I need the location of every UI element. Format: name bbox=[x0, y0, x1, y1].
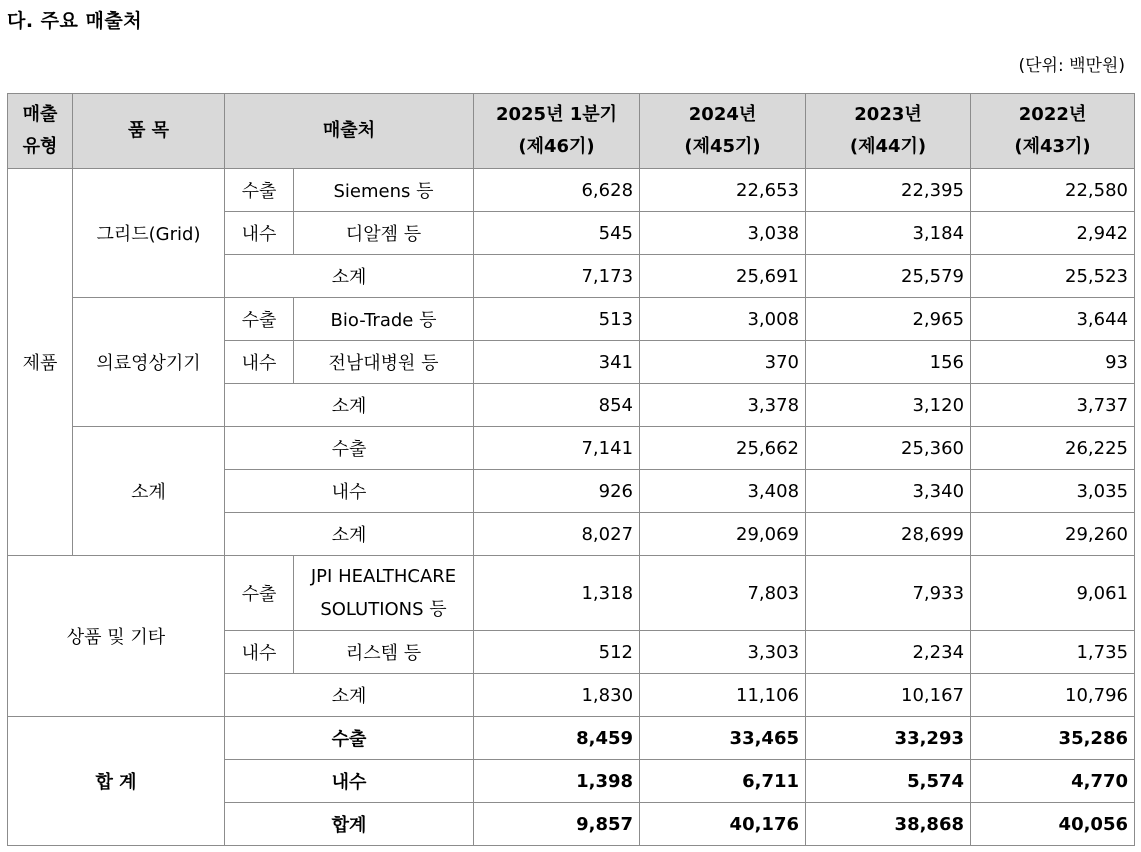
sales-type-products: 제품 bbox=[8, 169, 73, 556]
value-cell: 3,644 bbox=[971, 298, 1135, 341]
value-cell: 28,699 bbox=[806, 513, 971, 556]
sales-type-goods: 상품 및 기타 bbox=[8, 556, 225, 717]
value-cell: 25,523 bbox=[971, 255, 1135, 298]
kind-cell: 수출 bbox=[225, 298, 294, 341]
value-cell: 93 bbox=[971, 341, 1135, 384]
header-period-2022: 2022년 (제43기) bbox=[971, 94, 1135, 169]
table-row bbox=[8, 556, 1135, 631]
header-period-2023: 2023년 (제44기) bbox=[806, 94, 971, 169]
table-row bbox=[8, 298, 1135, 341]
customer-cell: 리스템 등 bbox=[294, 631, 474, 674]
header-customer: 매출처 bbox=[225, 94, 474, 169]
value-cell: 2,942 bbox=[971, 212, 1135, 255]
kind-cell: 내수 bbox=[225, 341, 294, 384]
item-products-subtotal: 소계 bbox=[73, 427, 225, 556]
value-cell: 25,360 bbox=[806, 427, 971, 470]
value-cell: 7,933 bbox=[806, 556, 971, 631]
total-label: 합 계 bbox=[8, 717, 225, 846]
value-cell: 3,035 bbox=[971, 470, 1135, 513]
customer-cell: Bio-Trade 등 bbox=[294, 298, 474, 341]
value-cell: 26,225 bbox=[971, 427, 1135, 470]
table-row bbox=[8, 717, 1135, 760]
value-cell: 854 bbox=[474, 384, 640, 427]
kind-label: 내수 bbox=[225, 470, 474, 513]
subtotal-label: 소계 bbox=[225, 674, 474, 717]
kind-label: 내수 bbox=[225, 760, 474, 803]
value-cell: 22,580 bbox=[971, 169, 1135, 212]
subtotal-label: 소계 bbox=[225, 384, 474, 427]
value-cell: 3,340 bbox=[806, 470, 971, 513]
value-cell: 6,628 bbox=[474, 169, 640, 212]
value-cell: 8,027 bbox=[474, 513, 640, 556]
grand-total-label: 합계 bbox=[225, 803, 474, 846]
value-cell: 6,711 bbox=[640, 760, 806, 803]
subtotal-label: 소계 bbox=[225, 513, 474, 556]
value-cell: 22,653 bbox=[640, 169, 806, 212]
customer-cell: Siemens 등 bbox=[294, 169, 474, 212]
value-cell: 33,293 bbox=[806, 717, 971, 760]
customer-cell: 디알젬 등 bbox=[294, 212, 474, 255]
value-cell: 5,574 bbox=[806, 760, 971, 803]
value-cell: 1,398 bbox=[474, 760, 640, 803]
value-cell: 7,803 bbox=[640, 556, 806, 631]
value-cell: 4,770 bbox=[971, 760, 1135, 803]
value-cell: 3,008 bbox=[640, 298, 806, 341]
kind-label: 수출 bbox=[225, 717, 474, 760]
value-cell: 156 bbox=[806, 341, 971, 384]
value-cell: 10,167 bbox=[806, 674, 971, 717]
kind-cell: 수출 bbox=[225, 556, 294, 631]
value-cell: 25,691 bbox=[640, 255, 806, 298]
value-cell: 3,120 bbox=[806, 384, 971, 427]
value-cell: 35,286 bbox=[971, 717, 1135, 760]
value-cell: 29,069 bbox=[640, 513, 806, 556]
unit-note: (단위: 백만원) bbox=[1018, 56, 1125, 76]
value-cell: 7,173 bbox=[474, 255, 640, 298]
section-title: 다. 주요 매출처 bbox=[7, 10, 143, 32]
value-cell: 341 bbox=[474, 341, 640, 384]
value-cell: 11,106 bbox=[640, 674, 806, 717]
value-cell: 545 bbox=[474, 212, 640, 255]
kind-cell: 내수 bbox=[225, 212, 294, 255]
kind-cell: 내수 bbox=[225, 631, 294, 674]
value-cell: 8,459 bbox=[474, 717, 640, 760]
kind-label: 수출 bbox=[225, 427, 474, 470]
value-cell: 3,038 bbox=[640, 212, 806, 255]
item-grid: 그리드(Grid) bbox=[73, 169, 225, 298]
value-cell: 3,408 bbox=[640, 470, 806, 513]
value-cell: 38,868 bbox=[806, 803, 971, 846]
value-cell: 3,737 bbox=[971, 384, 1135, 427]
value-cell: 7,141 bbox=[474, 427, 640, 470]
subtotal-label: 소계 bbox=[225, 255, 474, 298]
value-cell: 10,796 bbox=[971, 674, 1135, 717]
value-cell: 40,056 bbox=[971, 803, 1135, 846]
value-cell: 2,965 bbox=[806, 298, 971, 341]
value-cell: 33,465 bbox=[640, 717, 806, 760]
value-cell: 22,395 bbox=[806, 169, 971, 212]
header-row bbox=[8, 94, 1135, 169]
customer-cell: 전남대병원 등 bbox=[294, 341, 474, 384]
value-cell: 40,176 bbox=[640, 803, 806, 846]
table-row bbox=[8, 169, 1135, 212]
value-cell: 25,662 bbox=[640, 427, 806, 470]
header-period-2025q1: 2025년 1분기 (제46기) bbox=[474, 94, 640, 169]
customer-cell: JPI HEALTHCARE SOLUTIONS 등 bbox=[294, 556, 474, 631]
value-cell: 25,579 bbox=[806, 255, 971, 298]
value-cell: 513 bbox=[474, 298, 640, 341]
value-cell: 9,061 bbox=[971, 556, 1135, 631]
value-cell: 1,830 bbox=[474, 674, 640, 717]
value-cell: 9,857 bbox=[474, 803, 640, 846]
header-type: 매출 유형 bbox=[8, 94, 73, 169]
value-cell: 512 bbox=[474, 631, 640, 674]
value-cell: 3,184 bbox=[806, 212, 971, 255]
item-medical: 의료영상기기 bbox=[73, 298, 225, 427]
value-cell: 926 bbox=[474, 470, 640, 513]
table-row bbox=[8, 427, 1135, 470]
value-cell: 3,303 bbox=[640, 631, 806, 674]
value-cell: 370 bbox=[640, 341, 806, 384]
sales-table bbox=[7, 93, 1135, 846]
kind-cell: 수출 bbox=[225, 169, 294, 212]
value-cell: 1,735 bbox=[971, 631, 1135, 674]
value-cell: 2,234 bbox=[806, 631, 971, 674]
value-cell: 3,378 bbox=[640, 384, 806, 427]
value-cell: 29,260 bbox=[971, 513, 1135, 556]
header-item: 품 목 bbox=[73, 94, 225, 169]
header-period-2024: 2024년 (제45기) bbox=[640, 94, 806, 169]
value-cell: 1,318 bbox=[474, 556, 640, 631]
